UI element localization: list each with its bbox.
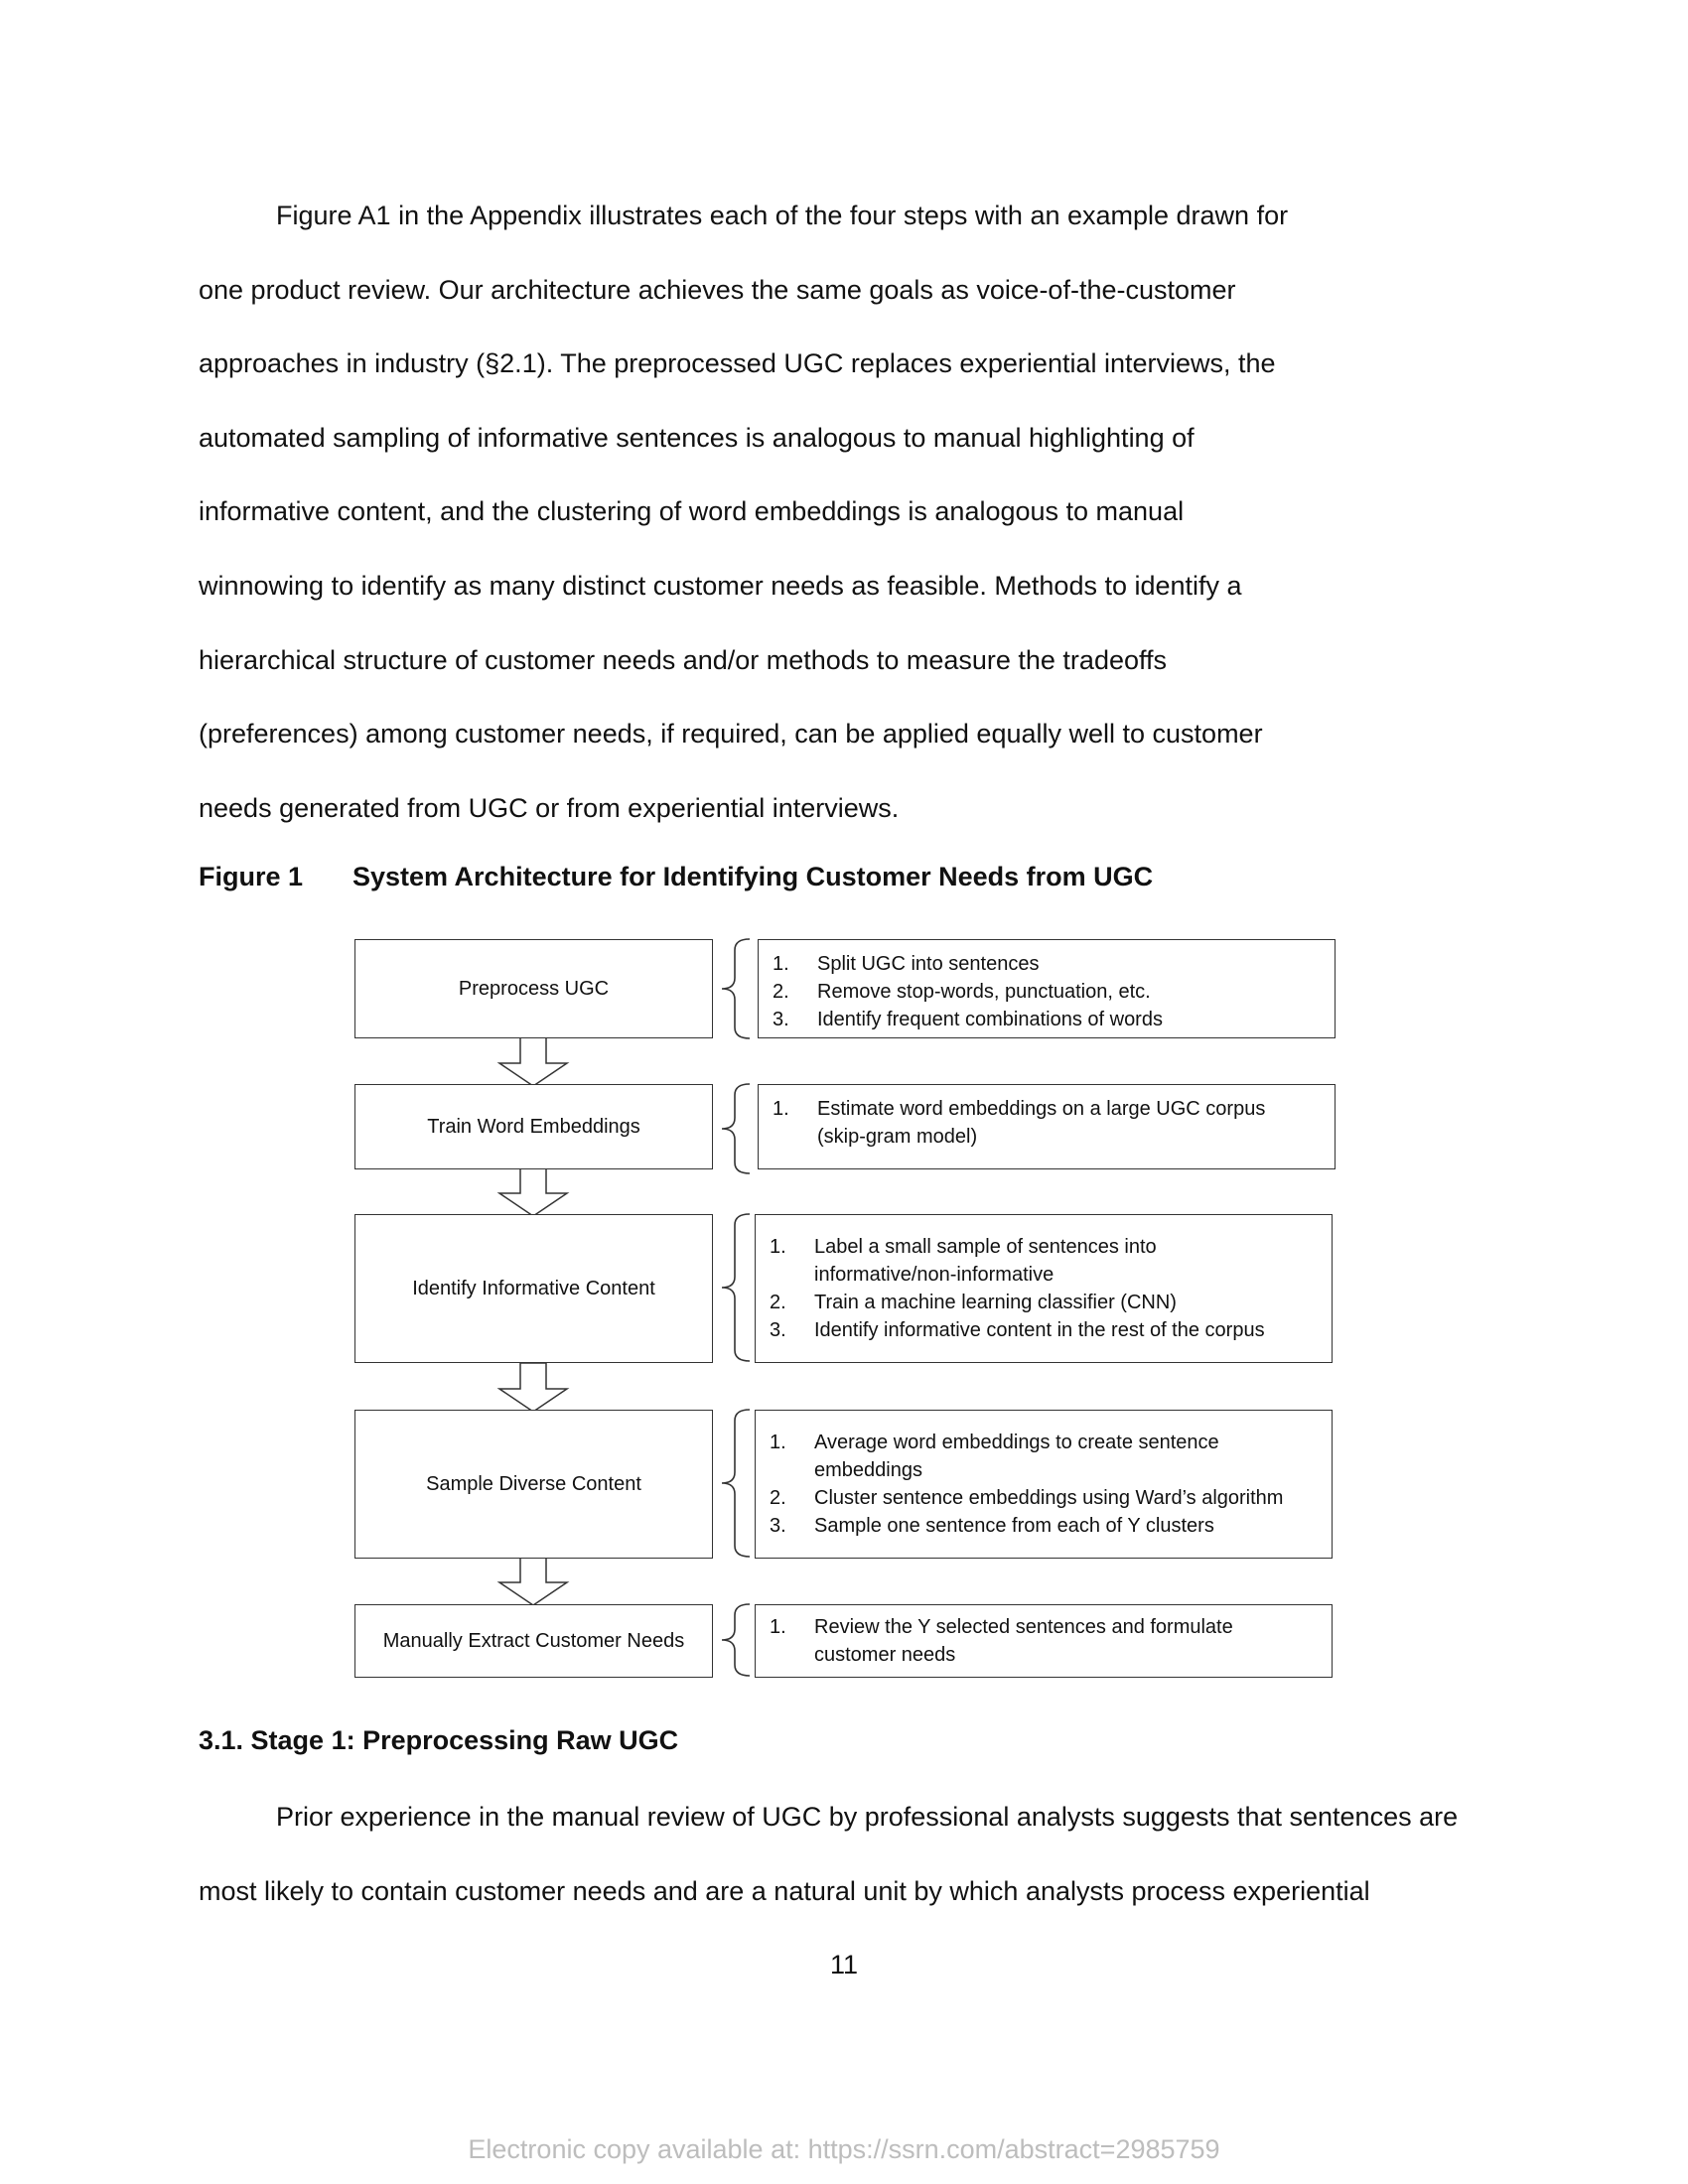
detail-item-continuation	[770, 1456, 1324, 1484]
item-text: informative/non-informative	[814, 1264, 1055, 1286]
step-label: Sample Diverse Content	[426, 1472, 641, 1495]
item-text: Average word embeddings to create sentence	[814, 1432, 1219, 1453]
section-heading: 3.1. Stage 1: Preprocessing Raw UGC	[199, 1725, 679, 1755]
item-number: 3.	[773, 1009, 789, 1030]
detail-box-sample-diverse-content	[755, 1410, 1333, 1559]
item-text: Review the Y selected sentences and formulate	[814, 1616, 1233, 1638]
detail-list	[770, 1233, 1324, 1344]
item-number: 1.	[770, 1616, 786, 1638]
detail-box-identify-informative-content	[755, 1214, 1333, 1363]
item-text: Sample one sentence from each of Y clusters	[814, 1515, 1214, 1537]
detail-item	[770, 1233, 1324, 1261]
item-text: embeddings	[814, 1459, 922, 1481]
detail-list	[773, 950, 1327, 1033]
paragraph-line: most likely to contain customer needs and are a natural unit by which analysts process experiential	[199, 1875, 1370, 1906]
item-number: 2.	[773, 981, 789, 1003]
paragraph-line: hierarchical structure of customer needs and/or methods to measure the tradeoffs	[199, 644, 1168, 675]
paragraph-line: approaches in industry (§2.1). The preprocessed UGC replaces experiential interviews, the	[199, 348, 1276, 379]
detail-box-train-word-embeddings	[758, 1084, 1336, 1169]
step-box-train-word-embeddings	[354, 1084, 713, 1169]
detail-item-continuation	[770, 1261, 1324, 1289]
step-box-manually-extract-customer-needs	[354, 1604, 713, 1678]
intro-paragraph	[199, 179, 1509, 845]
item-text: Identify informative content in the rest of the corpus	[814, 1319, 1265, 1341]
item-number: 2.	[770, 1292, 786, 1313]
detail-item	[773, 978, 1327, 1006]
step-label: Train Word Embeddings	[427, 1115, 640, 1138]
curly-brace-icon	[722, 1604, 750, 1676]
item-text: Remove stop-words, punctuation, etc.	[817, 981, 1151, 1003]
item-number: 1.	[773, 953, 789, 975]
item-number: 1.	[770, 1236, 786, 1258]
item-number: 1.	[770, 1432, 786, 1453]
down-arrow-icon	[499, 1363, 567, 1412]
item-number: 3.	[770, 1319, 786, 1341]
paragraph-line: needs generated from UGC or from experiential interviews.	[199, 792, 900, 823]
down-arrow-icon	[499, 1037, 567, 1086]
figure-number: Figure 1	[199, 862, 304, 891]
item-text: customer needs	[814, 1644, 956, 1666]
detail-item	[770, 1316, 1324, 1344]
section-paragraph	[199, 1780, 1509, 1928]
curly-brace-icon	[722, 939, 750, 1038]
step-label: Identify Informative Content	[412, 1277, 655, 1299]
detail-item	[773, 1006, 1327, 1033]
detail-box-manually-extract-customer-needs	[755, 1604, 1333, 1678]
paragraph-line: (preferences) among customer needs, if required, can be applied equally well to customer	[199, 719, 1263, 750]
detail-item	[770, 1484, 1324, 1512]
item-text: Split UGC into sentences	[817, 953, 1040, 975]
figure-title: System Architecture for Identifying Customer Needs from UGC	[352, 862, 1154, 891]
paragraph-line: Figure A1 in the Appendix illustrates each of the four steps with an example drawn for	[276, 201, 1289, 230]
curly-brace-icon	[722, 1214, 750, 1361]
paragraph-line: informative content, and the clustering of word embeddings is analogous to manual	[199, 496, 1185, 527]
item-text: Train a machine learning classifier (CNN)	[814, 1292, 1177, 1313]
detail-item	[773, 950, 1327, 978]
detail-item	[770, 1289, 1324, 1316]
detail-list	[773, 1095, 1327, 1151]
down-arrow-icon	[499, 1558, 567, 1605]
item-number: 2.	[770, 1487, 786, 1509]
detail-list	[770, 1613, 1324, 1669]
detail-item	[770, 1429, 1324, 1456]
item-text: Identify frequent combinations of words	[817, 1009, 1163, 1030]
down-arrow-icon	[499, 1167, 567, 1216]
curly-brace-icon	[722, 1410, 750, 1557]
paragraph-line: winnowing to identify as many distinct customer needs as feasible. Methods to identify a	[199, 570, 1242, 601]
figure-caption	[199, 862, 1153, 892]
step-box-sample-diverse-content	[354, 1410, 713, 1559]
detail-item-continuation	[773, 1123, 1327, 1151]
detail-item	[773, 1095, 1327, 1123]
step-label: Preprocess UGC	[458, 977, 610, 1000]
step-box-identify-informative-content	[354, 1214, 713, 1363]
page-number: 11	[829, 1950, 859, 1979]
item-text: Label a small sample of sentences into	[814, 1236, 1157, 1258]
detail-item-continuation	[770, 1641, 1324, 1669]
detail-item	[770, 1613, 1324, 1641]
item-text: Estimate word embeddings on a large UGC corpus	[817, 1098, 1266, 1120]
paragraph-line: one product review. Our architecture achieves the same goals as voice-of-the-customer	[199, 274, 1236, 305]
item-text: (skip-gram model)	[817, 1126, 978, 1148]
item-number: 1.	[773, 1098, 789, 1120]
detail-item	[770, 1512, 1324, 1540]
ssrn-footer: Electronic copy available at: https://ssrn.com/abstract=2985759	[468, 2134, 1220, 2164]
item-text: Cluster sentence embeddings using Ward’s algorithm	[814, 1487, 1284, 1509]
detail-list	[770, 1429, 1324, 1540]
curly-brace-icon	[722, 1084, 750, 1173]
step-box-preprocess-ugc	[354, 939, 713, 1038]
paragraph-line: automated sampling of informative sentences is analogous to manual highlighting of	[199, 422, 1195, 453]
step-label: Manually Extract Customer Needs	[382, 1629, 685, 1652]
item-number: 3.	[770, 1515, 786, 1537]
paragraph-line: Prior experience in the manual review of UGC by professional analysts suggests that sentences are	[276, 1802, 1459, 1832]
detail-box-preprocess-ugc	[758, 939, 1336, 1038]
